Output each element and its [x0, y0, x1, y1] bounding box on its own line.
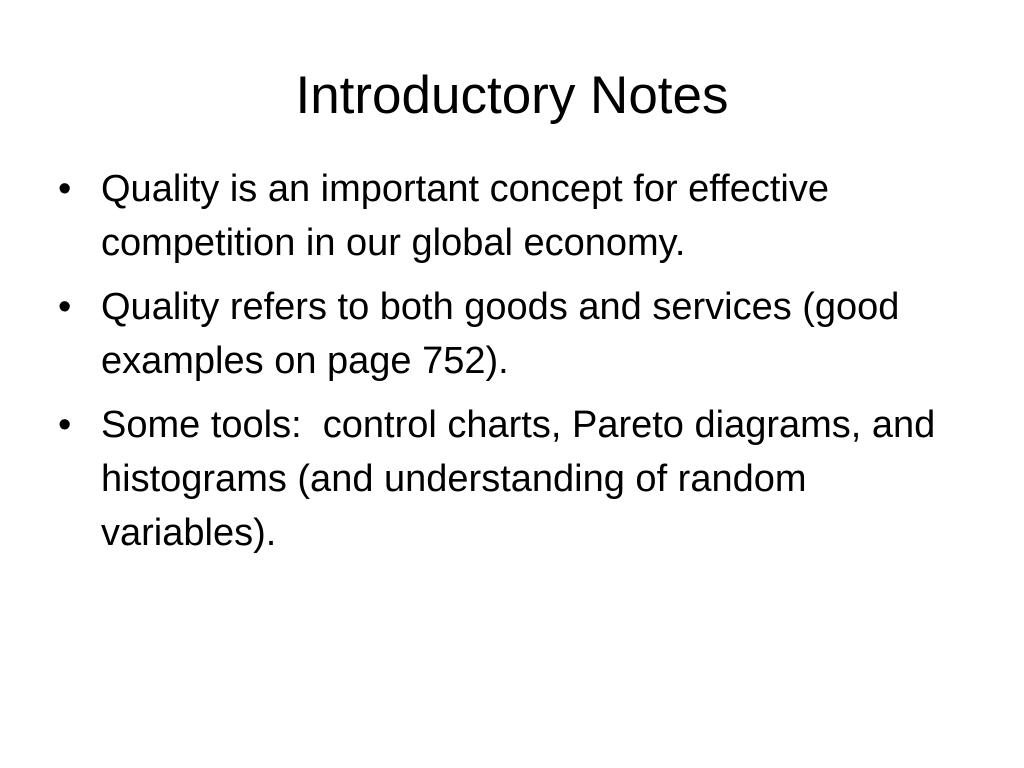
bullet-item-2	[58, 280, 958, 388]
slide-title: Introductory Notes	[295, 66, 729, 125]
bullet-text: Quality refers to both goods and services (good examples on page 752).	[101, 286, 900, 382]
bullet-item-1	[58, 162, 958, 270]
bullet-item-3	[58, 398, 958, 560]
bullet-text: Some tools: control charts, Pareto diagrams, and histograms (and understanding of random variables).	[101, 404, 946, 554]
bullet-list	[58, 162, 958, 570]
bullet-text: Quality is an important concept for effective competition in our global economy.	[101, 168, 829, 264]
bullet-marker: •	[58, 168, 72, 210]
bullet-marker: •	[58, 404, 72, 446]
bullet-marker: •	[58, 286, 72, 328]
